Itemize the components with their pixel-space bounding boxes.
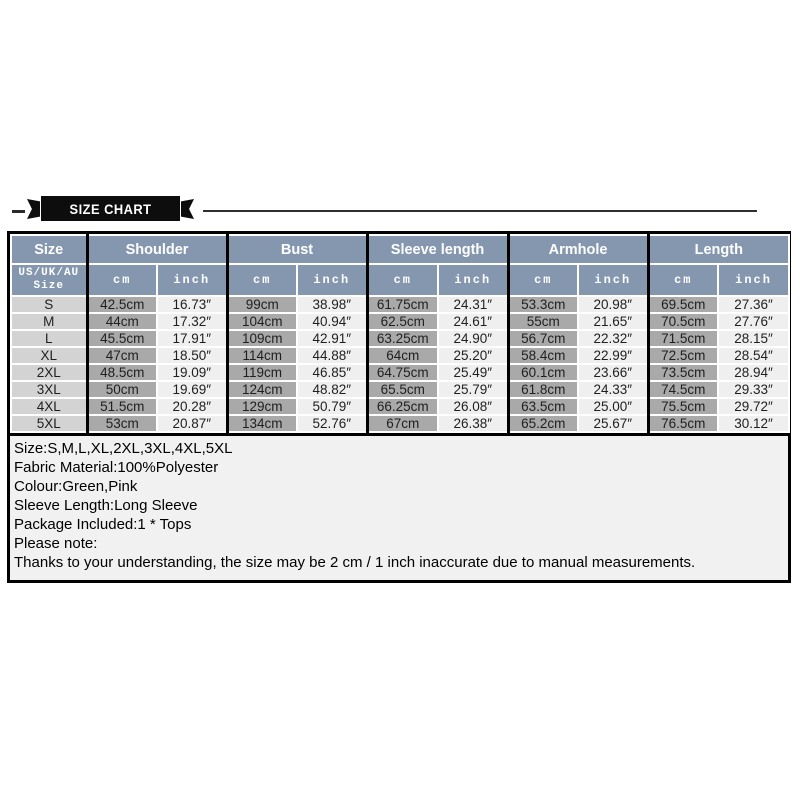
measurement-cell: 44.88″ (297, 347, 367, 364)
unit-header-inch: inch (297, 264, 367, 296)
measurement-cell: 25.49″ (438, 364, 508, 381)
measurement-cell: 99cm (227, 296, 297, 313)
size-cell: 3XL (11, 381, 87, 398)
measurement-cell: 24.90″ (438, 330, 508, 347)
measurement-cell: 27.36″ (718, 296, 789, 313)
col-header-sleeve-length: Sleeve length (367, 235, 508, 264)
measurement-cell: 24.31″ (438, 296, 508, 313)
measurement-cell: 24.61″ (438, 313, 508, 330)
size-chart-sheet (7, 231, 791, 583)
measurement-cell: 51.5cm (87, 398, 157, 415)
unit-header-inch: inch (718, 264, 789, 296)
subheader-size-standard (11, 264, 87, 296)
measurement-cell: 28.54″ (718, 347, 789, 364)
note-line: Fabric Material:100%Polyester (14, 459, 219, 476)
size-cell: 2XL (11, 364, 87, 381)
measurement-cell: 134cm (227, 415, 297, 432)
size-cell: S (11, 296, 87, 313)
col-header-shoulder: Shoulder (87, 235, 227, 264)
table-header-row (11, 235, 789, 264)
unit-header-cm: cm (227, 264, 297, 296)
measurement-cell: 29.33″ (718, 381, 789, 398)
measurement-cell: 42.91″ (297, 330, 367, 347)
measurement-cell: 53cm (87, 415, 157, 432)
measurement-cell: 114cm (227, 347, 297, 364)
measurement-cell: 22.32″ (578, 330, 648, 347)
size-table (10, 234, 790, 433)
note-line: Package Included:1 * Tops (14, 516, 192, 533)
unit-header-cm: cm (648, 264, 718, 296)
unit-header-inch: inch (438, 264, 508, 296)
size-standard-line1: US/UK/AU (18, 267, 80, 279)
ribbon-right-fold-icon (181, 199, 194, 219)
measurement-cell: 58.4cm (508, 347, 578, 364)
measurement-cell: 28.15″ (718, 330, 789, 347)
measurement-cell: 19.09″ (157, 364, 227, 381)
measurement-cell: 20.28″ (157, 398, 227, 415)
measurement-cell: 69.5cm (648, 296, 718, 313)
table-row (11, 415, 789, 432)
unit-header-cm: cm (87, 264, 157, 296)
banner-left-dash (12, 210, 25, 213)
measurement-cell: 20.98″ (578, 296, 648, 313)
measurement-cell: 16.73″ (157, 296, 227, 313)
ribbon (41, 196, 180, 221)
unit-header-cm: cm (367, 264, 438, 296)
measurement-cell: 40.94″ (297, 313, 367, 330)
measurement-cell: 56.7cm (508, 330, 578, 347)
size-cell: M (11, 313, 87, 330)
size-cell: 5XL (11, 415, 87, 432)
note-line: Thanks to your understanding, the size may be 2 cm / 1 inch inaccurate due to manual measurements. (14, 554, 696, 571)
measurement-cell: 66.25cm (367, 398, 438, 415)
measurement-cell: 25.20″ (438, 347, 508, 364)
measurement-cell: 25.00″ (578, 398, 648, 415)
measurement-cell: 53.3cm (508, 296, 578, 313)
measurement-cell: 44cm (87, 313, 157, 330)
measurement-cell: 48.82″ (297, 381, 367, 398)
product-notes (10, 433, 788, 580)
measurement-cell: 73.5cm (648, 364, 718, 381)
banner-title: SIZE CHART (69, 200, 152, 217)
table-row (11, 381, 789, 398)
measurement-cell: 45.5cm (87, 330, 157, 347)
measurement-cell: 65.5cm (367, 381, 438, 398)
measurement-cell: 26.08″ (438, 398, 508, 415)
measurement-cell: 63.25cm (367, 330, 438, 347)
measurement-cell: 119cm (227, 364, 297, 381)
size-cell: XL (11, 347, 87, 364)
measurement-cell: 72.5cm (648, 347, 718, 364)
measurement-cell: 65.2cm (508, 415, 578, 432)
size-chart-banner (0, 196, 800, 222)
measurement-cell: 26.38″ (438, 415, 508, 432)
measurement-cell: 47cm (87, 347, 157, 364)
measurement-cell: 28.94″ (718, 364, 789, 381)
size-standard-line2: Size (33, 280, 64, 292)
measurement-cell: 18.50″ (157, 347, 227, 364)
table-row (11, 296, 789, 313)
measurement-cell: 29.72″ (718, 398, 789, 415)
measurement-cell: 19.69″ (157, 381, 227, 398)
measurement-cell: 50.79″ (297, 398, 367, 415)
measurement-cell: 64cm (367, 347, 438, 364)
measurement-cell: 71.5cm (648, 330, 718, 347)
measurement-cell: 30.12″ (718, 415, 789, 432)
measurement-cell: 61.75cm (367, 296, 438, 313)
note-line: Please note: (14, 535, 98, 552)
measurement-cell: 50cm (87, 381, 157, 398)
table-row (11, 347, 789, 364)
banner-rule-line (203, 210, 757, 212)
measurement-cell: 25.67″ (578, 415, 648, 432)
table-row (11, 398, 789, 415)
unit-header-cm: cm (508, 264, 578, 296)
table-subheader-row (11, 264, 789, 296)
measurement-cell: 104cm (227, 313, 297, 330)
measurement-cell: 23.66″ (578, 364, 648, 381)
measurement-cell: 42.5cm (87, 296, 157, 313)
measurement-cell: 52.76″ (297, 415, 367, 432)
measurement-cell: 74.5cm (648, 381, 718, 398)
measurement-cell: 60.1cm (508, 364, 578, 381)
measurement-cell: 63.5cm (508, 398, 578, 415)
measurement-cell: 38.98″ (297, 296, 367, 313)
col-header-armhole: Armhole (508, 235, 648, 264)
table-row (11, 364, 789, 381)
measurement-cell: 70.5cm (648, 313, 718, 330)
measurement-cell: 17.32″ (157, 313, 227, 330)
measurement-cell: 17.91″ (157, 330, 227, 347)
measurement-cell: 67cm (367, 415, 438, 432)
measurement-cell: 129cm (227, 398, 297, 415)
measurement-cell: 22.99″ (578, 347, 648, 364)
col-header-length: Length (648, 235, 789, 264)
unit-header-inch: inch (578, 264, 648, 296)
measurement-cell: 109cm (227, 330, 297, 347)
measurement-cell: 76.5cm (648, 415, 718, 432)
table-row (11, 313, 789, 330)
measurement-cell: 48.5cm (87, 364, 157, 381)
measurement-cell: 27.76″ (718, 313, 789, 330)
note-line: Size:S,M,L,XL,2XL,3XL,4XL,5XL (14, 440, 233, 457)
col-header-size: Size (11, 235, 87, 264)
measurement-cell: 61.8cm (508, 381, 578, 398)
measurement-cell: 124cm (227, 381, 297, 398)
col-header-bust: Bust (227, 235, 367, 264)
measurement-cell: 25.79″ (438, 381, 508, 398)
unit-header-inch: inch (157, 264, 227, 296)
measurement-cell: 24.33″ (578, 381, 648, 398)
measurement-cell: 64.75cm (367, 364, 438, 381)
size-cell: L (11, 330, 87, 347)
table-row (11, 330, 789, 347)
measurement-cell: 55cm (508, 313, 578, 330)
measurement-cell: 20.87″ (157, 415, 227, 432)
size-table-body (11, 296, 789, 432)
ribbon-left-fold-icon (27, 199, 40, 219)
note-line: Colour:Green,Pink (14, 478, 138, 495)
note-line: Sleeve Length:Long Sleeve (14, 497, 198, 514)
measurement-cell: 46.85″ (297, 364, 367, 381)
measurement-cell: 21.65″ (578, 313, 648, 330)
measurement-cell: 75.5cm (648, 398, 718, 415)
measurement-cell: 62.5cm (367, 313, 438, 330)
size-cell: 4XL (11, 398, 87, 415)
